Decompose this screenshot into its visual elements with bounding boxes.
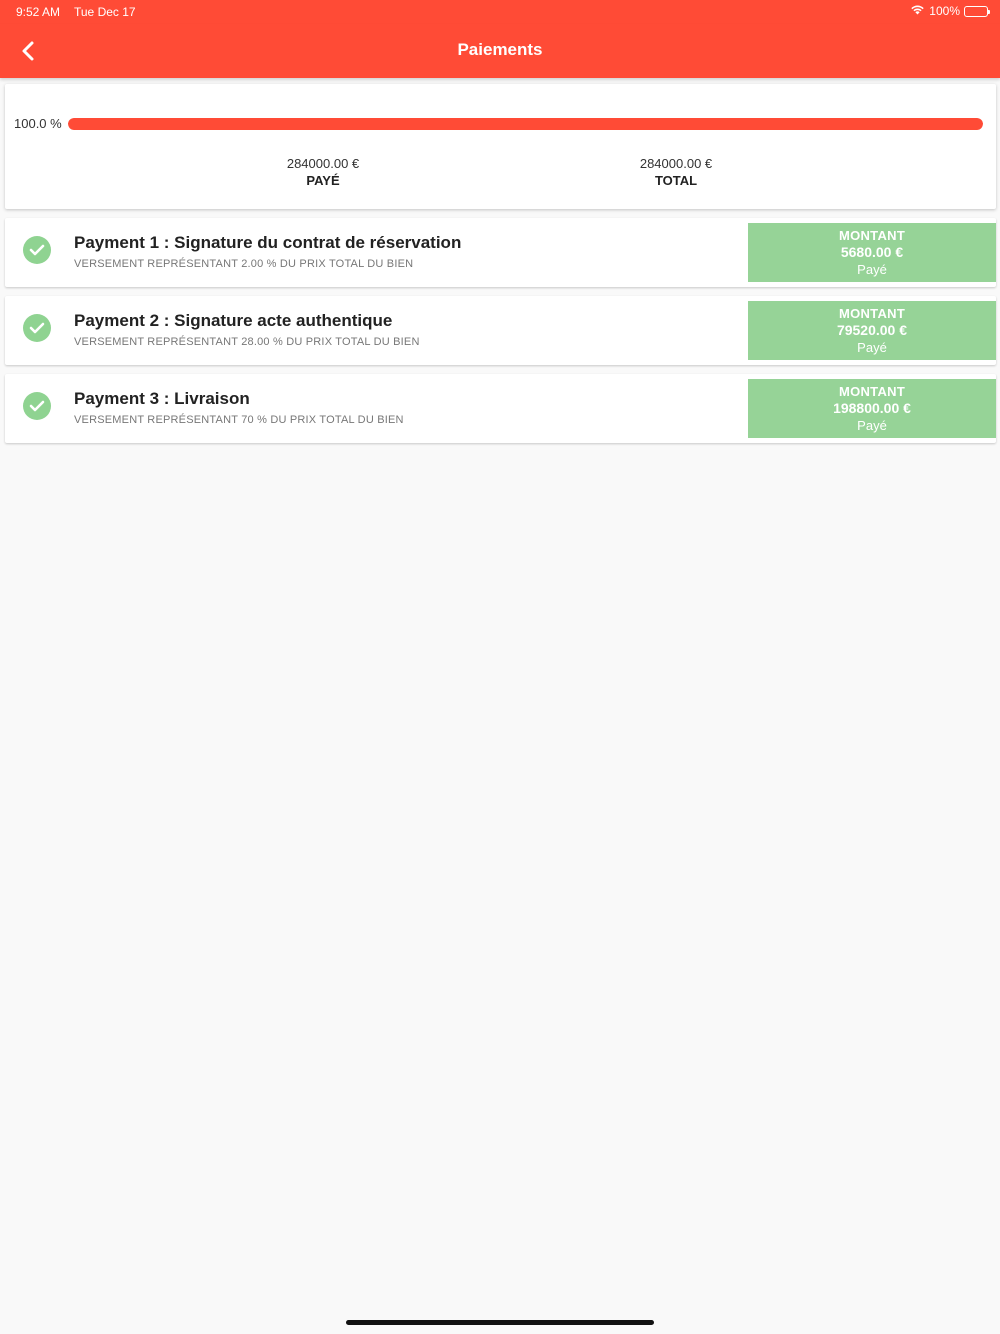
amount-value: 79520.00 €: [836, 322, 908, 338]
home-indicator[interactable]: [346, 1320, 654, 1325]
total-label: TOTAL: [654, 173, 698, 188]
status-bar: [0, 0, 1000, 24]
payment-status: Payé: [857, 418, 887, 433]
status-time: 9:52 AM: [16, 5, 61, 19]
payment-summary-card: [5, 84, 996, 209]
status-right: [910, 4, 988, 18]
amount-value: 5680.00 €: [840, 244, 904, 260]
total-amount: 284000.00 €: [639, 156, 713, 171]
payment-status: Payé: [857, 262, 887, 277]
battery-icon: [964, 6, 988, 17]
check-circle-icon: [23, 314, 51, 342]
payment-card[interactable]: [5, 218, 996, 287]
battery-percent: 100%: [929, 4, 960, 18]
amount-value: 198800.00 €: [833, 400, 911, 416]
progress-percent: 100.0 %: [14, 116, 62, 131]
check-circle-icon: [23, 236, 51, 264]
total-column: [576, 156, 776, 188]
payment-title: Payment 2 : Signature acte authentique: [74, 311, 393, 330]
amount-label: MONTANT: [838, 228, 906, 243]
payment-subtitle: VERSEMENT REPRÉSENTANT 28.00 % DU PRIX TOTAL DU BIEN: [74, 336, 420, 348]
payment-amount-box: [748, 223, 996, 282]
payment-amount-box: [748, 379, 996, 438]
page-title: Paiements: [457, 40, 543, 59]
paid-label: PAYÉ: [306, 173, 340, 188]
nav-bar: [0, 24, 1000, 78]
paid-column: [223, 156, 423, 188]
payment-subtitle: VERSEMENT REPRÉSENTANT 70 % DU PRIX TOTAL DU BIEN: [74, 414, 404, 426]
payment-card[interactable]: [5, 296, 996, 365]
payment-amount-box: [748, 301, 996, 360]
check-circle-icon: [23, 392, 51, 420]
wifi-icon: [910, 4, 925, 18]
paid-amount: 284000.00 €: [286, 156, 360, 171]
amount-label: MONTANT: [838, 384, 906, 399]
payment-status: Payé: [857, 340, 887, 355]
progress-bar: [68, 118, 983, 130]
payment-subtitle: VERSEMENT REPRÉSENTANT 2.00 % DU PRIX TOTAL DU BIEN: [74, 258, 414, 270]
payment-title: Payment 1 : Signature du contrat de réservation: [74, 233, 462, 252]
payment-card[interactable]: [5, 374, 996, 443]
status-date: Tue Dec 17: [74, 5, 136, 19]
amount-label: MONTANT: [838, 306, 906, 321]
progress-bar-fill: [68, 118, 983, 130]
payment-title: Payment 3 : Livraison: [74, 389, 250, 408]
